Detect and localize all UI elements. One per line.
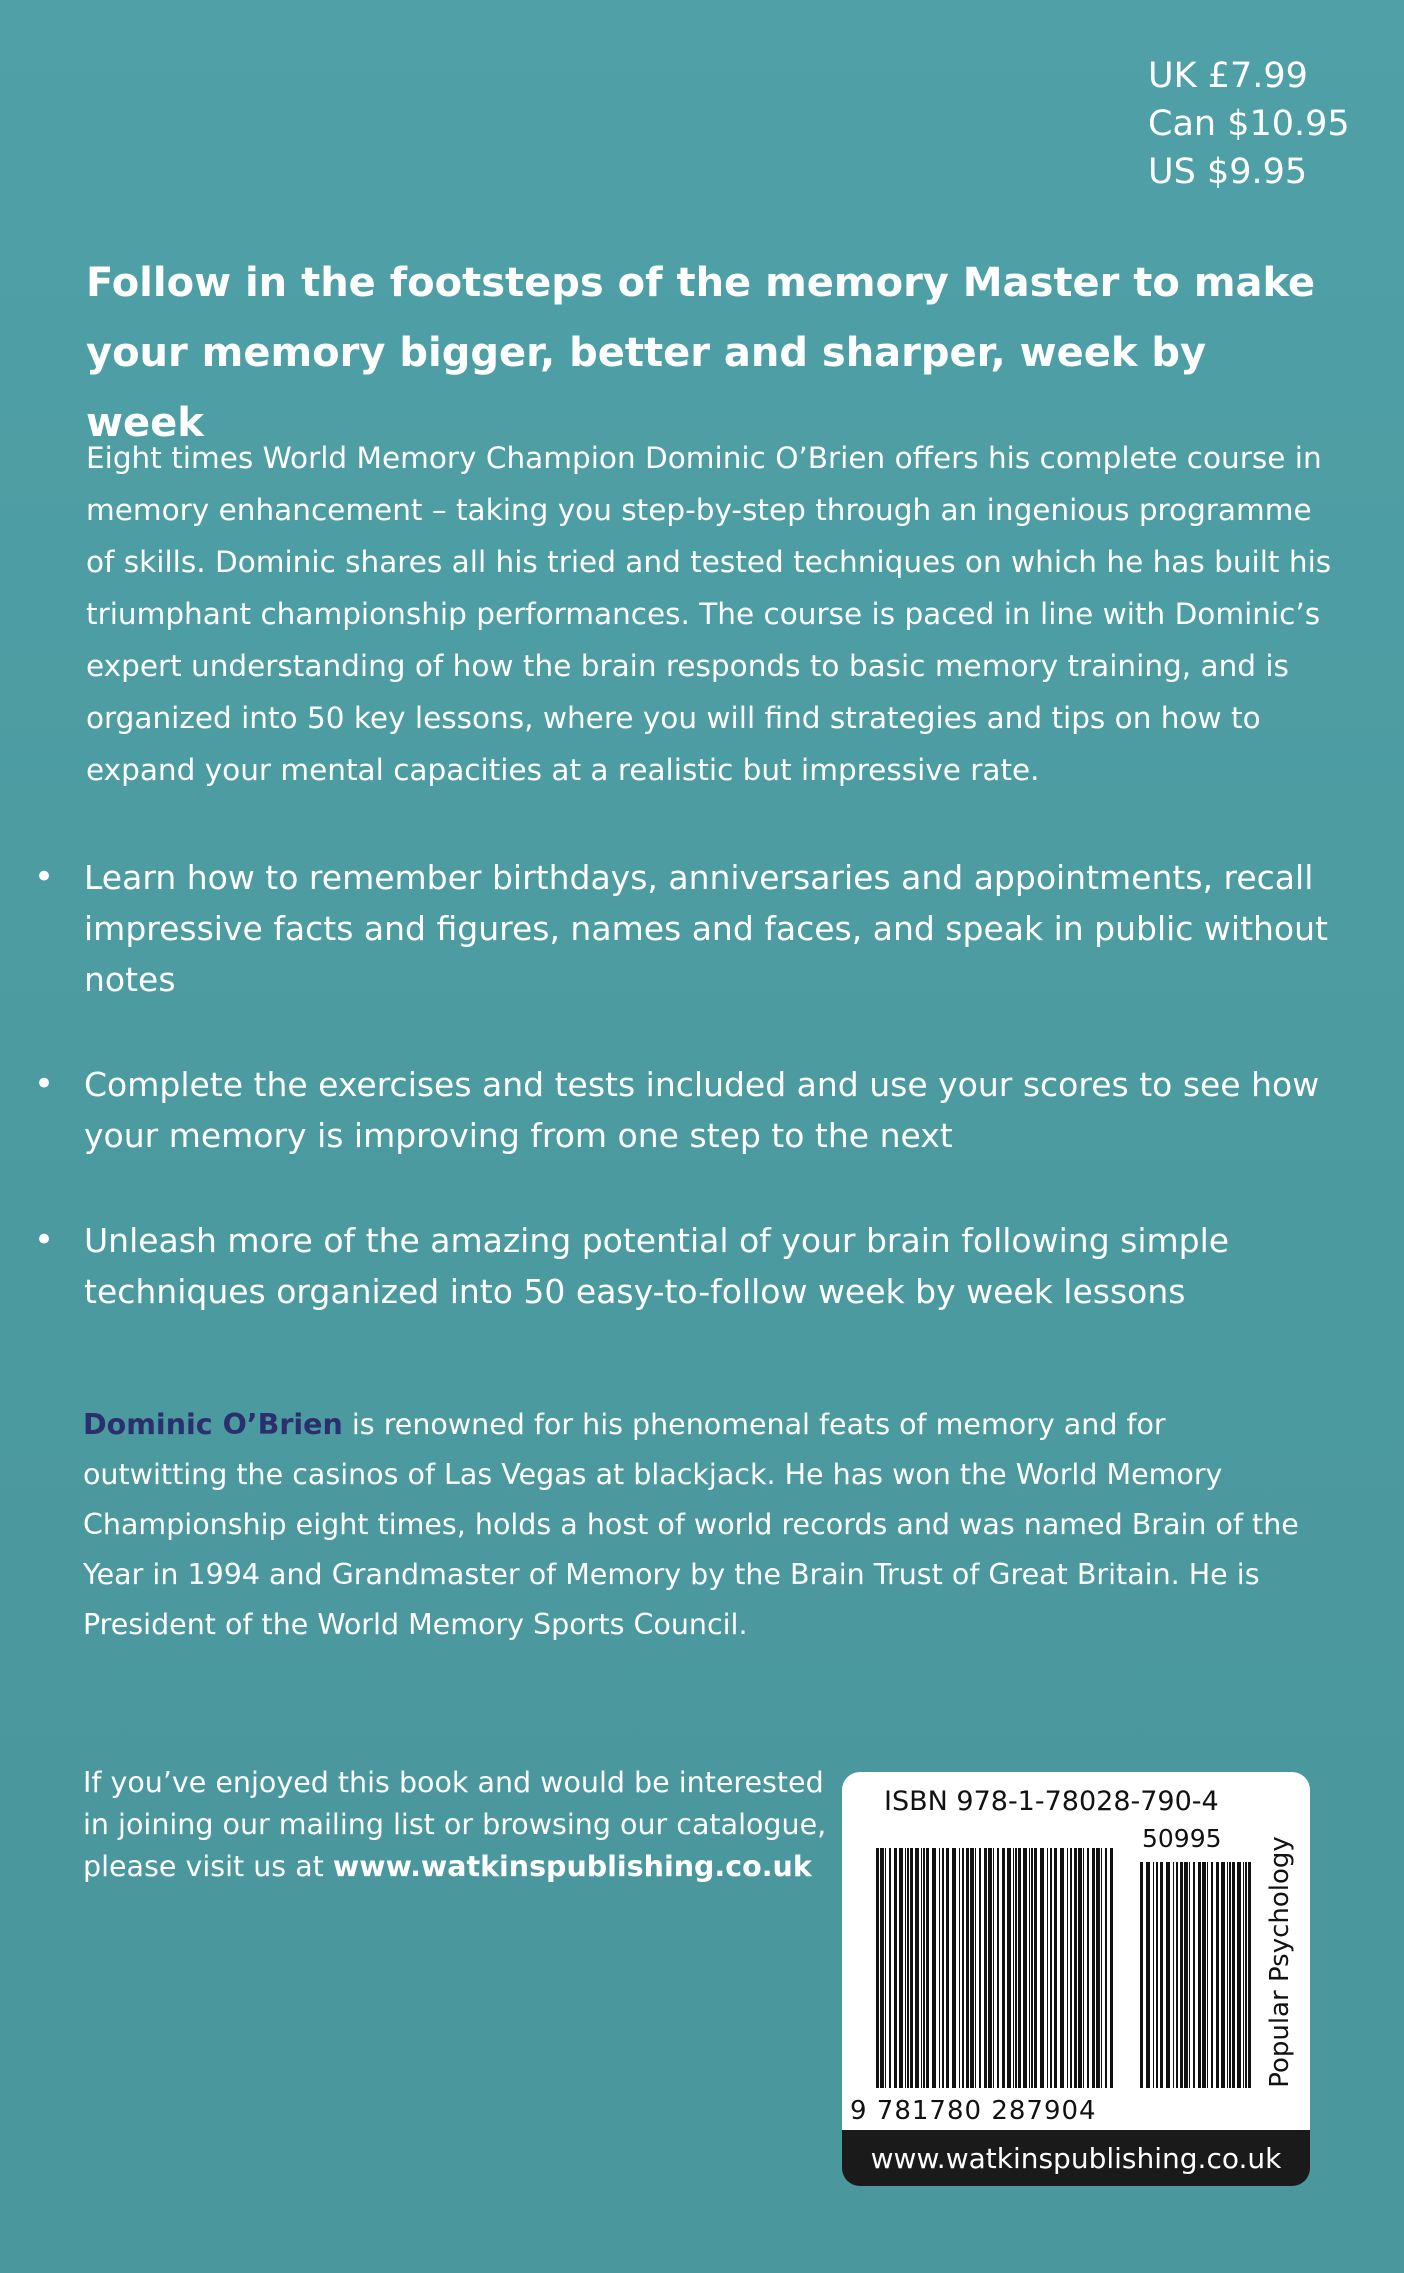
barcode-bar	[1074, 1848, 1077, 2088]
barcode-bar	[1184, 1862, 1188, 2088]
barcode-bar	[942, 1848, 944, 2088]
barcode-bar	[932, 1848, 936, 2088]
barcode-bar	[1211, 1862, 1213, 2088]
barcode-bar	[939, 1848, 940, 2088]
barcode-bar	[1054, 1848, 1057, 2088]
barcode-bar	[1227, 1862, 1228, 2088]
barcode-bar	[1067, 1848, 1068, 2088]
barcode-bar	[907, 1848, 909, 2088]
barcode-bar	[1087, 1848, 1089, 2088]
author-bio-text: is renowned for his phenomenal feats of memory and for outwitting the casinos of Las Vegas at blackjack. He has won the World Memory Championship eight times, holds a host of world records and was named Brain of the Year in 1994 and Grandmaster of Memory by the Brain Trust of Great Britain. He is President of the World Memory Sports Council.	[83, 1408, 1299, 1641]
feature-text: Unleash more of the amazing potential of your brain following simple techniques organized into 50 easy-to-follow week by week lessons	[84, 1221, 1230, 1311]
price-uk: UK £7.99	[1148, 56, 1308, 96]
isbn-label: ISBN 978-1-78028-790-4	[884, 1786, 1219, 1817]
barcode-bar	[910, 1848, 913, 2088]
author-name: Dominic O’Brien	[83, 1408, 343, 1441]
barcode-bar	[899, 1848, 903, 2088]
barcode-bar	[926, 1848, 929, 2088]
barcode-bar	[1180, 1862, 1183, 2088]
barcode-bar	[905, 1848, 906, 2088]
barcode-bar	[1153, 1862, 1154, 2088]
publisher-website-link[interactable]: www.watkinspublishing.co.uk	[332, 1850, 812, 1883]
barcode-bar	[1248, 1862, 1251, 2088]
barcode-bar	[1018, 1848, 1021, 2088]
barcode-bar	[952, 1848, 956, 2088]
barcode-bar	[1232, 1862, 1235, 2088]
barcode-bar	[1031, 1848, 1033, 2088]
bullet-icon: •	[34, 857, 55, 897]
barcode-bar	[1198, 1862, 1201, 2088]
barcode-bar	[1176, 1862, 1178, 2088]
barcode-bar	[1015, 1848, 1017, 2088]
price-list	[1148, 52, 1388, 196]
barcode-bar	[1237, 1862, 1241, 2088]
barcode-bar	[1146, 1862, 1150, 2088]
barcode-bar	[1078, 1848, 1082, 2088]
barcode-bar	[1243, 1862, 1244, 2088]
feature-list	[30, 852, 1330, 1371]
barcode-bar	[1092, 1848, 1095, 2088]
barcode-bar	[1110, 1848, 1113, 2088]
bullet-icon: •	[34, 1064, 55, 1104]
barcode-bar	[894, 1848, 897, 2088]
barcode-bar	[962, 1848, 964, 2088]
mailing-list-note	[83, 1762, 843, 1888]
barcode-bar	[1070, 1848, 1072, 2088]
barcode-bar	[1160, 1862, 1163, 2088]
barcode-bar	[1105, 1848, 1107, 2088]
mailing-text: If you’ve enjoyed this book and would be interested in joining our mailing list or browsing our catalogue, please visit us at	[83, 1766, 827, 1883]
barcode-bar	[1002, 1848, 1005, 2088]
barcode-bar	[1173, 1862, 1174, 2088]
barcode-bar	[1083, 1848, 1084, 2088]
feature-item	[30, 852, 1330, 1005]
bullet-icon: •	[34, 1220, 55, 1260]
price-us: US $9.95	[1148, 152, 1308, 192]
barcode-bar	[1034, 1848, 1037, 2088]
barcode-bar	[1156, 1862, 1158, 2088]
barcode-bar	[921, 1848, 922, 2088]
website-bar	[842, 2130, 1310, 2186]
barcode-bar	[923, 1848, 925, 2088]
feature-text: Learn how to remember birthdays, anniversaries and appointments, recall impressive facts and figures, names and faces, and speak in public without notes	[84, 858, 1328, 999]
feature-text: Complete the exercises and tests included and use your scores to see how your memory is improving from one step to the next	[84, 1065, 1320, 1155]
barcode-bar	[1007, 1848, 1011, 2088]
price-code: 50995	[1142, 1824, 1222, 1853]
barcode-bar	[993, 1848, 994, 2088]
barcode-panel	[842, 1772, 1310, 2142]
intro-paragraph: Eight times World Memory Champion Dominic O’Brien offers his complete course in memory enhancement – taking you step-by-step through an ingenious programme of skills. Dominic shares all his tried and tested techniques on which he has built his triumphant championship performances. The course is paced in line with Dominic’s expert understanding of how the brain responds to basic memory training, and is organized into 50 key lessons, where you will find strategies and tips on how to expand your mental capacities at a realistic but impressive rate.	[86, 441, 1332, 787]
headline: Follow in the footsteps of the memory Master to make your memory bigger, better and sharper, week by week	[86, 260, 1316, 446]
category-text: Popular Psychology	[1265, 1836, 1295, 2088]
feature-item	[30, 1215, 1330, 1317]
barcode-bar	[880, 1848, 884, 2088]
barcode-bar	[1013, 1848, 1014, 2088]
barcode-bar	[997, 1848, 999, 2088]
barcode-bar	[1216, 1862, 1219, 2088]
barcode-bar	[1023, 1848, 1027, 2088]
barcode-bar	[946, 1848, 949, 2088]
barcode-bar	[1029, 1848, 1030, 2088]
barcode-bar	[959, 1848, 960, 2088]
author-bio	[83, 1400, 1303, 1650]
barcode-bar	[988, 1848, 992, 2088]
barcode-digits: 9 781780 287904	[850, 2096, 1097, 2126]
barcode-graphic	[872, 1822, 1272, 2122]
barcode-bar	[979, 1848, 981, 2088]
barcode-bar	[1166, 1862, 1170, 2088]
barcode-bar	[966, 1848, 969, 2088]
barcode-bar	[1189, 1862, 1190, 2088]
barcode-bar	[1101, 1848, 1102, 2088]
barcode-bar	[1060, 1848, 1064, 2088]
barcode-bar	[876, 1848, 879, 2088]
barcode-bar	[984, 1848, 987, 2088]
feature-item	[30, 1059, 1330, 1161]
website-text[interactable]: www.watkinspublishing.co.uk	[870, 2141, 1282, 2175]
barcode-bar	[1207, 1862, 1208, 2088]
barcode-bar	[1047, 1848, 1048, 2088]
barcode-bar	[1221, 1862, 1225, 2088]
barcode-bar	[1229, 1862, 1231, 2088]
barcode-bar	[1193, 1862, 1195, 2088]
barcode-bar	[1202, 1862, 1206, 2088]
barcode-bar	[915, 1848, 919, 2088]
barcode-bar	[975, 1848, 976, 2088]
barcode-bar	[1245, 1862, 1247, 2088]
barcode-bar	[889, 1848, 891, 2088]
barcode-bar	[1096, 1848, 1100, 2088]
barcode-bar	[1040, 1848, 1044, 2088]
category-label	[1260, 1812, 1300, 2112]
barcode-bar	[885, 1848, 886, 2088]
barcode-bar	[1050, 1848, 1052, 2088]
barcode-bar	[970, 1848, 974, 2088]
barcode-bar	[1140, 1862, 1143, 2088]
price-canada: Can $10.95	[1148, 104, 1350, 144]
